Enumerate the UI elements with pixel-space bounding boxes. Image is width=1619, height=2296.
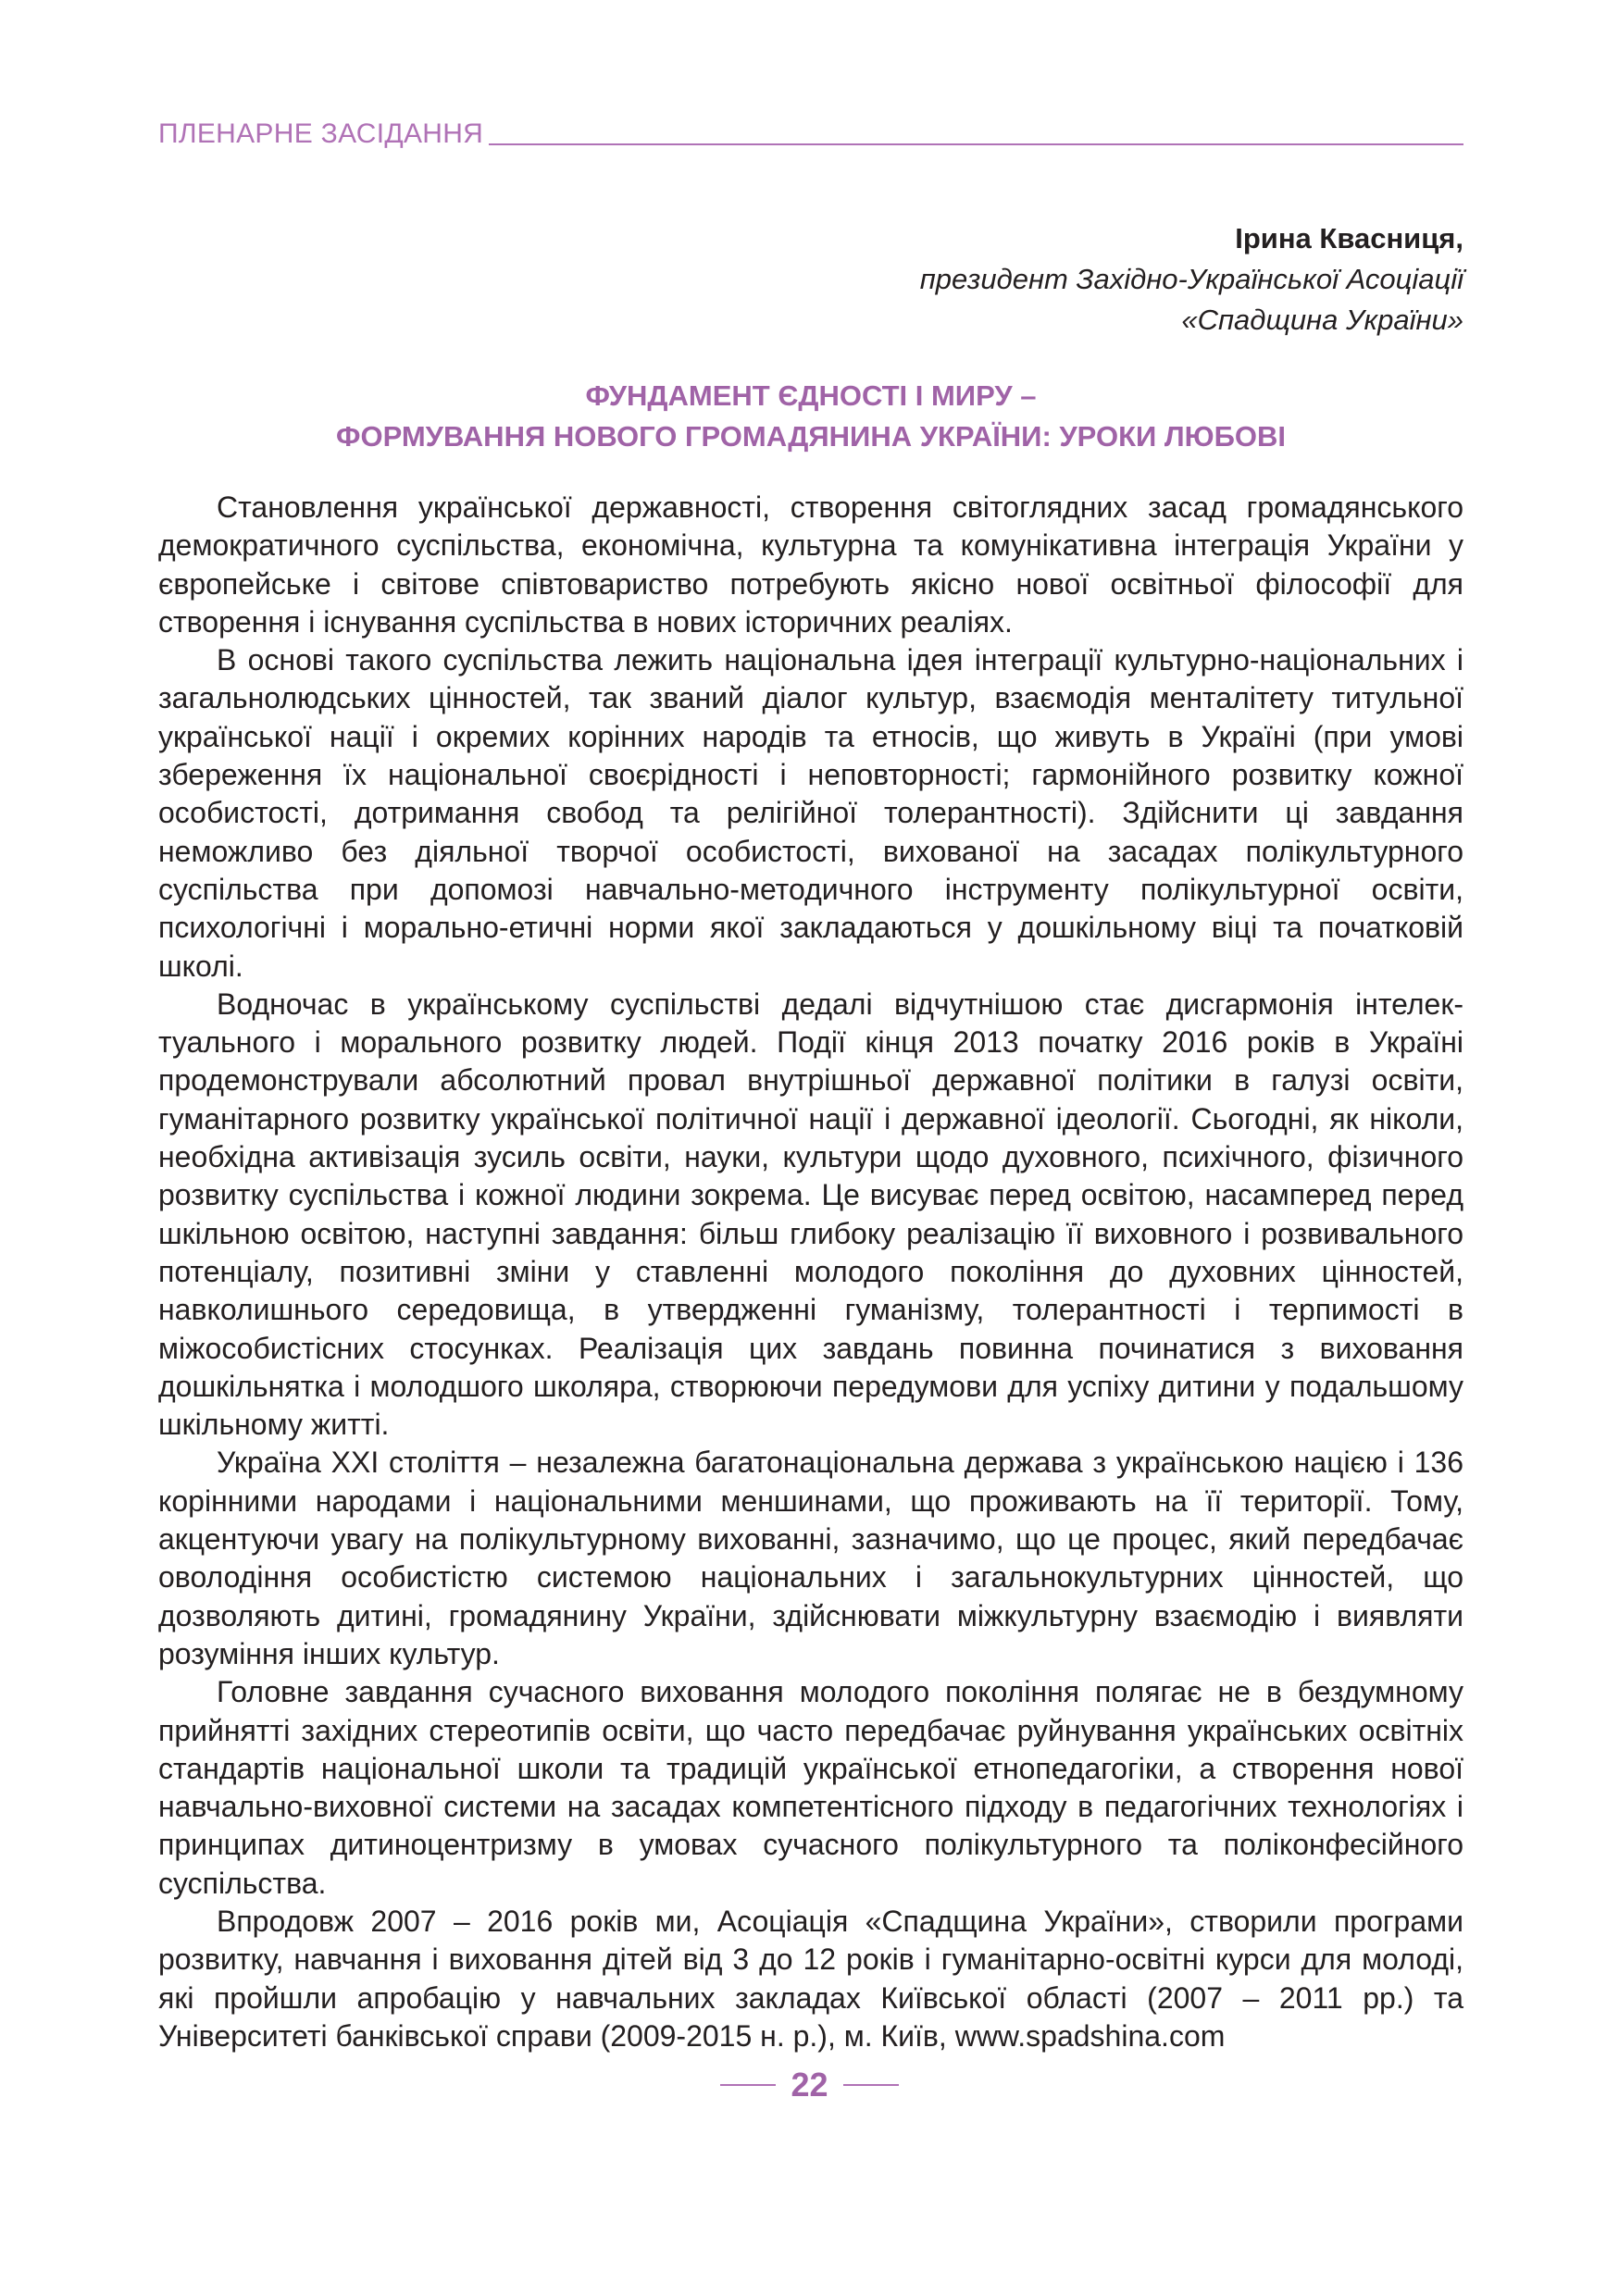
paragraph: В основі такого суспільства лежить національна ідея інтеграції культурно-національних і загальнолюдських цінностей, так званий діалог культур, взаємодія менталітету титульної української нації і окремих корінних народів та етносів, що живуть в Україні (при умові збереження їх національної своєрідності і неповторності; гармонійного розвитку кожної особистості, дотримання свобод та релігійної толерантності). Здійснити ці завдання неможливо без діяльної творчої особистості, вихованої на засадах полікультурного суспільства при допомозі навчально-методичного інструменту полікультурної освіти, психологічні і морально-етичні норми якої закладаються у дошкільному віці та початковій школі.	[158, 643, 1463, 983]
section-label: ПЛЕНАРНЕ ЗАСІДАННЯ	[158, 118, 484, 149]
title-line-1: ФУНДАМЕНТ ЄДНОСТІ І МИРУ –	[585, 379, 1037, 412]
page-footer	[0, 2068, 1619, 2102]
article-title	[158, 376, 1463, 457]
author-name: Ірина Квасниця,	[1235, 222, 1463, 254]
header-rule	[489, 143, 1463, 145]
folio-dash-left	[720, 2084, 776, 2086]
title-line-2: ФОРМУВАННЯ НОВОГО ГРОМАДЯНИНА УКРАЇНИ: УРОКИ ЛЮБОВІ	[336, 420, 1286, 453]
running-header	[158, 120, 1463, 148]
paragraph: Впродовж 2007 – 2016 років ми, Асоціація «Спадщина України», створили програми розвитку, навчання і виховання дітей від 3 до 12 років і гуманітарно-освітні курси для молоді, які пройшли апробацію у навчальних закладах Київської області (2007 – 2011 рр.) та Університеті банківської справи (2009-2015 н. р.), м. Київ, www.spadshina.com	[158, 1904, 1463, 2053]
paragraph: Водночас в українському суспільстві дедалі відчутнішою стає дисгармонія інтелектуального і морального розвитку людей. Події кінця 2013 початку 2016 років в Україні продемонстрували абсолютний провал внутрішньої державної політики в галузі освіти, гуманітарного розвитку української політичної нації і державної ідеології. Сьогодні, як ніколи, необхідна активізація зусиль освіти, науки, культури щодо духовного, психічного, фізичного розвитку суспільства і кожної людини зокрема. Це висуває перед освітою, насамперед перед шкільною освітою, наступні завдання: більш глибоку реалізацію її виховного і розвивального потенціалу, позитивні зміни у ставленні молодого покоління до духовних цінностей, навколишнього середовища, в утвердженні гуманізму, толерантності і терпимості в міжособистісних стосунках. Реалізація цих завдань повинна починатися з виховання дошкільнятка і молодшого школяра, створюючи передумови для успіху дитини у подальшому шкільному житті.	[158, 987, 1463, 1442]
author-role-line-1: президент Західно-Української Асоціації	[919, 263, 1463, 295]
paragraph: Головне завдання сучасного виховання молодого покоління полягає не в бездумному прийнятті західних стереотипів освіти, що часто передбачає руйнування українських освітніх стандартів національної школи та традицій української етнопедагогіки, а створення нової навчально-виховної системи на засадах компетентісного підходу в педагогічних технологіях і принципах дитиноцентризму в умовах сучасного полікультурного та поліконфесійного суспільства.	[158, 1675, 1463, 1900]
paragraph: Україна ХХІ століття – незалежна багатонаціональна держава з українською нацією і 136 корінними народами і національними меншинами, що проживають на її території. Тому, акцентуючи увагу на полікультурному вихованні, зазначимо, що це процес, який передбачає оволодіння особистістю системою національних і загальнокультурних цінностей, що дозволяють дитині, громадянину України, здійснювати міжкультурну взаємодію і виявляти розуміння інших культур.	[158, 1446, 1463, 1670]
folio-dash-right	[843, 2084, 899, 2086]
author-role-line-2: «Спадщина України»	[1181, 304, 1463, 336]
author-block	[920, 218, 1463, 341]
article-body	[158, 489, 1463, 2055]
paragraph: Становлення української державності, створення світоглядних засад громадянського демократичного суспільства, економічна, культурна та комунікативна інтеграція України у європейське і світове співтовариство потребують якісно нової освітньої філософії для створення і існування суспільства в нових історичних реаліях.	[158, 490, 1463, 639]
page-number: 22	[791, 2066, 828, 2104]
